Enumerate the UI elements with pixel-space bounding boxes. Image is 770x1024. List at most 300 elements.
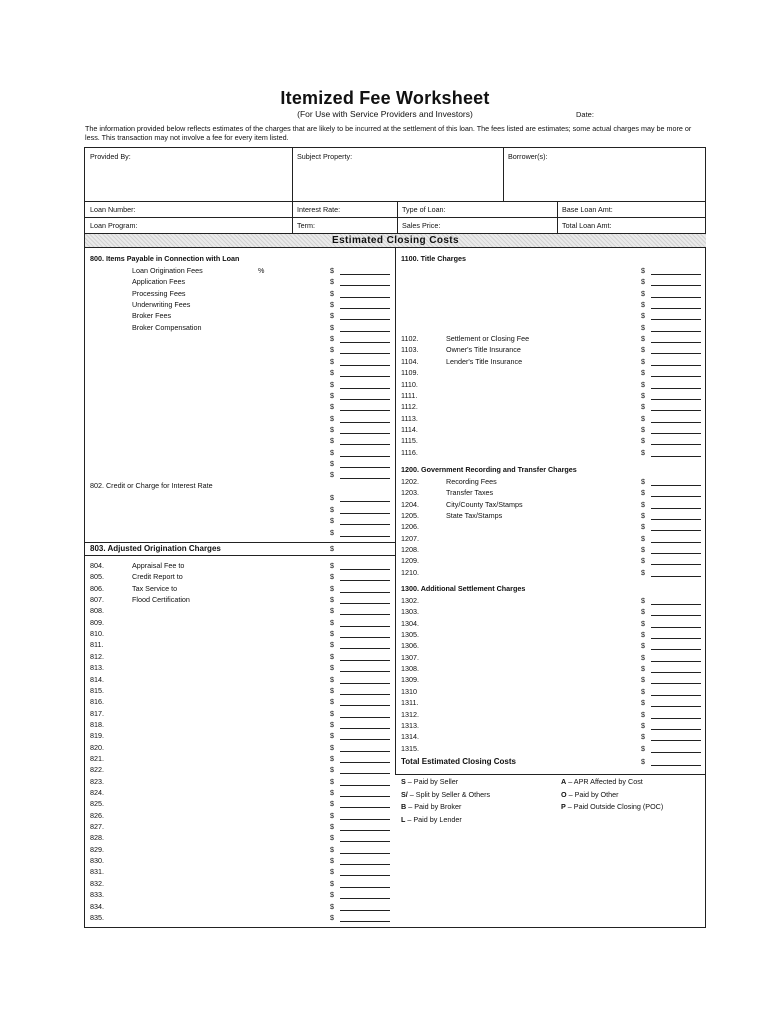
amount-field[interactable] <box>340 710 390 718</box>
dollar-sign: $ <box>330 890 334 900</box>
amount-field[interactable] <box>340 789 390 797</box>
dollar-sign: $ <box>330 719 334 729</box>
amount-field[interactable] <box>651 346 701 354</box>
borrowers-field[interactable]: Borrower(s): <box>508 152 548 161</box>
amount-field[interactable] <box>651 369 701 377</box>
dollar-sign: $ <box>641 413 645 423</box>
dollar-sign: $ <box>330 856 334 866</box>
dollar-sign: $ <box>330 447 334 457</box>
loan-program-field[interactable]: Loan Program: <box>90 221 138 230</box>
fee-number: 807. <box>90 595 104 605</box>
amount-field[interactable] <box>651 608 701 616</box>
dollar-sign: $ <box>641 436 645 446</box>
dollar-sign: $ <box>641 545 645 555</box>
dollar-sign: $ <box>330 583 334 593</box>
amount-field[interactable] <box>340 301 390 309</box>
dollar-sign: $ <box>330 493 334 502</box>
amount-field[interactable] <box>340 607 390 615</box>
amount-field[interactable] <box>340 562 390 570</box>
intro-text: The information provided below reflects estimates of the charges that are likely to be incurred at the settlement of this loan. The fees listed are estimates; some actual charges may be more or less. This transaction may not involve a fee for every item listed. <box>85 124 692 143</box>
amount-field[interactable] <box>340 721 390 729</box>
legend-code: L <box>401 815 406 825</box>
fee-number: 1302. <box>401 596 419 605</box>
dollar-sign: $ <box>330 572 334 582</box>
amount-field[interactable] <box>340 744 390 752</box>
fee-number: 1114. <box>401 424 418 434</box>
dollar-sign: $ <box>641 300 645 310</box>
dollar-sign: $ <box>641 596 645 605</box>
legend-item <box>401 802 461 811</box>
fee-number: 814. <box>90 674 104 684</box>
fee-label: Recording Fees <box>446 477 497 486</box>
fee-label: Application Fees <box>132 277 186 287</box>
legend-code: S/ <box>401 789 408 799</box>
dollar-sign: $ <box>641 477 645 486</box>
legend-item <box>561 802 663 811</box>
amount-field[interactable] <box>340 312 390 320</box>
page-title: Itemized Fee Worksheet <box>280 88 490 108</box>
fee-label: Broker Compensation <box>132 322 202 332</box>
amount-field[interactable] <box>340 346 390 354</box>
amount-field[interactable] <box>651 631 701 639</box>
dollar-sign: $ <box>641 511 645 521</box>
dollar-sign: $ <box>330 334 334 344</box>
amount-field[interactable] <box>340 494 390 502</box>
amount-field[interactable] <box>651 358 701 366</box>
interest-rate-field[interactable]: Interest Rate: <box>297 205 341 214</box>
dollar-sign: $ <box>330 776 334 786</box>
amount-field[interactable] <box>651 523 701 531</box>
fee-number: 822. <box>90 765 104 775</box>
dollar-sign: $ <box>330 606 334 616</box>
dollar-sign: $ <box>330 697 334 707</box>
banner-label: Estimated Closing Costs <box>332 235 459 246</box>
dollar-sign: $ <box>330 413 334 423</box>
total-loan-amt-field[interactable]: Total Loan Amt: <box>562 221 612 230</box>
amount-field[interactable] <box>651 569 701 577</box>
legend-item <box>401 815 462 824</box>
fee-number: 1206. <box>401 522 419 532</box>
dollar-sign: $ <box>330 266 334 275</box>
amount-field[interactable] <box>340 619 390 627</box>
amount-field[interactable] <box>340 335 390 343</box>
fee-label: Lender's Title Insurance <box>446 356 523 366</box>
amount-field[interactable] <box>340 698 390 706</box>
amount-field[interactable] <box>340 403 390 411</box>
amount-field[interactable] <box>340 755 390 763</box>
amount-field[interactable] <box>651 381 701 389</box>
dollar-sign: $ <box>641 266 645 275</box>
legend-item <box>401 790 490 799</box>
fee-number: 1204. <box>401 499 419 509</box>
dollar-sign: $ <box>330 833 334 843</box>
amount-field[interactable] <box>651 478 701 486</box>
amount-field[interactable] <box>340 358 390 366</box>
fee-number: 1116. <box>401 447 418 457</box>
dollar-sign: $ <box>330 595 334 605</box>
dollar-sign: $ <box>330 731 334 741</box>
amount-field[interactable] <box>651 688 701 696</box>
dollar-sign: $ <box>330 753 334 763</box>
amount-field[interactable] <box>651 699 701 707</box>
fee-number: 1203. <box>401 488 419 498</box>
amount-field[interactable] <box>340 392 390 400</box>
dollar-sign: $ <box>330 424 334 434</box>
dollar-sign: $ <box>641 664 645 674</box>
dollar-sign: $ <box>330 663 334 673</box>
amount-field[interactable] <box>340 664 390 672</box>
dollar-sign: $ <box>330 788 334 797</box>
dollar-sign: $ <box>330 288 334 298</box>
dollar-sign: $ <box>330 402 334 412</box>
credit-802-label: 802. Credit or Charge for Interest Rate <box>90 481 213 490</box>
amount-field[interactable] <box>340 426 390 434</box>
amount-field[interactable] <box>651 290 701 298</box>
dollar-sign: $ <box>641 356 645 366</box>
dollar-sign: $ <box>330 322 334 332</box>
dollar-sign: $ <box>330 822 334 832</box>
section-banner <box>85 233 706 248</box>
dollar-sign: $ <box>641 709 645 719</box>
fee-number: 1113. <box>401 413 418 423</box>
fee-number: 810. <box>90 629 104 639</box>
dollar-sign: $ <box>330 561 334 570</box>
fee-number: 1209. <box>401 556 419 566</box>
amount-field[interactable] <box>651 335 701 343</box>
fee-number: 1315. <box>401 743 419 753</box>
dollar-sign: $ <box>641 698 645 708</box>
amount-field[interactable] <box>651 733 701 741</box>
dollar-sign: $ <box>641 607 645 617</box>
amount-field[interactable] <box>651 278 701 286</box>
legend-item <box>561 790 619 799</box>
amount-field[interactable] <box>651 654 701 662</box>
dollar-sign: $ <box>330 356 334 366</box>
amount-field[interactable] <box>340 278 390 286</box>
dollar-sign: $ <box>641 743 645 753</box>
amount-field[interactable] <box>651 267 701 275</box>
dollar-sign: $ <box>330 368 334 378</box>
amount-field[interactable] <box>340 812 390 820</box>
dollar-sign: $ <box>330 311 334 321</box>
dollar-sign: $ <box>641 277 645 287</box>
dollar-sign: $ <box>330 878 334 888</box>
dollar-sign: $ <box>330 708 334 718</box>
dollar-sign: $ <box>641 618 645 628</box>
amount-field[interactable] <box>340 676 390 684</box>
dollar-sign: $ <box>641 447 645 457</box>
amount-field[interactable] <box>651 512 701 520</box>
fee-number: 1202. <box>401 477 419 486</box>
fee-number: 826. <box>90 810 104 820</box>
amount-field[interactable] <box>651 403 701 411</box>
amount-field[interactable] <box>340 369 390 377</box>
dollar-sign: $ <box>330 516 334 525</box>
amount-field[interactable] <box>651 722 701 730</box>
fee-number: 1205. <box>401 511 419 521</box>
fee-number: 804. <box>90 561 104 570</box>
amount-field[interactable] <box>340 437 390 445</box>
fee-label: Underwriting Fees <box>132 300 191 310</box>
amount-field[interactable] <box>651 620 701 628</box>
amount-field[interactable] <box>651 489 701 497</box>
dollar-sign: $ <box>641 311 645 321</box>
dollar-sign: $ <box>641 686 645 696</box>
amount-field[interactable] <box>340 630 390 638</box>
amount-field[interactable] <box>651 312 701 320</box>
amount-field[interactable] <box>651 324 701 332</box>
amount-field[interactable] <box>340 903 390 911</box>
amount-field[interactable] <box>651 745 701 753</box>
amount-field[interactable] <box>651 392 701 400</box>
fee-number: 1306. <box>401 641 419 651</box>
dollar-sign: $ <box>641 652 645 662</box>
dollar-sign: $ <box>330 901 334 911</box>
subject-property-field[interactable]: Subject Property: <box>297 152 353 161</box>
amount-field[interactable] <box>340 732 390 740</box>
amount-field[interactable] <box>340 529 390 537</box>
dollar-sign: $ <box>330 345 334 355</box>
amount-field[interactable] <box>340 415 390 423</box>
dollar-sign: $ <box>330 912 334 922</box>
page-subtitle: (For Use with Service Providers and Investors) <box>297 109 473 119</box>
legend-text: – Paid by Seller <box>405 777 459 786</box>
dollar-sign: $ <box>330 629 334 639</box>
dollar-sign: $ <box>330 390 334 400</box>
adjusted-803-label: 803. Adjusted Origination Charges <box>90 544 221 553</box>
fee-number: 1210. <box>401 567 419 577</box>
dollar-sign: $ <box>330 685 334 695</box>
fee-number: 808. <box>90 606 104 616</box>
fee-number: 820. <box>90 742 104 752</box>
amount-field[interactable] <box>340 471 390 479</box>
fee-number: 835. <box>90 912 104 922</box>
dollar-sign: $ <box>641 402 645 412</box>
amount-field[interactable] <box>651 501 701 509</box>
amount-field[interactable] <box>651 665 701 673</box>
fee-number: 813. <box>90 663 104 673</box>
fee-number: 1112. <box>401 402 418 412</box>
dollar-sign: $ <box>330 765 334 775</box>
dollar-sign: $ <box>330 617 334 627</box>
fee-label: Owner's Title Insurance <box>446 345 521 355</box>
amount-field[interactable] <box>340 267 390 275</box>
term-field[interactable]: Term: <box>297 221 315 230</box>
fee-number: 831. <box>90 867 104 877</box>
fee-number: 1207. <box>401 533 419 543</box>
fee-number: 818. <box>90 719 104 729</box>
loan-number-field[interactable]: Loan Number: <box>90 205 136 214</box>
fee-number: 819. <box>90 731 104 741</box>
amount-field[interactable] <box>340 653 390 661</box>
legend-code: B <box>401 802 407 812</box>
fee-number: 1314. <box>401 732 419 742</box>
dollar-sign: $ <box>330 436 334 446</box>
fee-label: Loan Origination Fees <box>132 266 203 275</box>
amount-field[interactable] <box>340 868 390 876</box>
amount-field[interactable] <box>651 711 701 719</box>
section-1200-heading: 1200. Government Recording and Transfer Charges <box>401 465 577 474</box>
fee-number: 832. <box>90 878 104 888</box>
amount-field[interactable] <box>340 846 390 854</box>
amount-field[interactable] <box>651 535 701 543</box>
fee-number: 1104. <box>401 356 419 366</box>
amount-field[interactable] <box>651 676 701 684</box>
amount-field[interactable] <box>340 573 390 581</box>
fee-number: 1111. <box>401 390 418 400</box>
legend-item <box>401 777 458 786</box>
amount-field[interactable] <box>340 800 390 808</box>
dollar-sign: $ <box>330 470 334 480</box>
amount-field[interactable] <box>651 642 701 650</box>
amount-field[interactable] <box>340 460 390 468</box>
amount-field[interactable] <box>651 301 701 309</box>
date-label: Date: <box>576 110 594 119</box>
fee-number: 811. <box>90 640 104 650</box>
dollar-sign: $ <box>641 641 645 651</box>
fee-number: 815. <box>90 685 104 695</box>
dollar-sign: $ <box>641 732 645 742</box>
dollar-sign: $ <box>641 522 645 532</box>
amount-field[interactable] <box>340 687 390 695</box>
dollar-sign: $ <box>641 334 645 344</box>
fee-number: 1303. <box>401 607 419 617</box>
legend-item <box>561 777 643 786</box>
amount-field[interactable] <box>340 834 390 842</box>
amount-field[interactable] <box>651 557 701 565</box>
amount-field[interactable] <box>340 641 390 649</box>
dollar-sign: $ <box>330 277 334 287</box>
fee-label: State Tax/Stamps <box>446 511 503 521</box>
amount-field[interactable] <box>340 596 390 604</box>
fee-number: 1102. <box>401 334 419 344</box>
dollar-sign: $ <box>641 345 645 355</box>
fee-number: 805. <box>90 572 104 582</box>
dollar-sign: $ <box>641 567 645 577</box>
fee-number: 833. <box>90 890 104 900</box>
sales-price-field[interactable]: Sales Price: <box>402 221 441 230</box>
fee-label: Flood Certification <box>132 595 190 605</box>
amount-field[interactable] <box>340 823 390 831</box>
fee-number: 823. <box>90 776 104 786</box>
amount-field[interactable] <box>651 758 701 766</box>
legend-code: S <box>401 777 406 786</box>
amount-field[interactable] <box>651 546 701 554</box>
fee-number: 1208. <box>401 545 419 555</box>
legend-text: – Paid Outside Closing (POC) <box>565 802 664 812</box>
section-800-heading: 800. Items Payable in Connection with Loan <box>90 254 240 263</box>
type-of-loan-field[interactable]: Type of Loan: <box>402 205 446 214</box>
fee-number: 824. <box>90 788 104 797</box>
fee-label: Tax Service to <box>132 583 178 593</box>
dollar-sign: $ <box>330 379 334 389</box>
dollar-sign: $ <box>330 300 334 310</box>
dollar-sign: $ <box>641 368 645 378</box>
fee-label: City/County Tax/Stamps <box>446 499 523 509</box>
amount-field[interactable] <box>340 381 390 389</box>
legend-text: – APR Affected by Cost <box>566 777 643 786</box>
dollar-sign: $ <box>641 424 645 434</box>
fee-number: 1103. <box>401 345 419 355</box>
fee-number: 1115. <box>401 436 418 446</box>
legend-code: O <box>561 789 567 799</box>
legend-text: – Paid by Lender <box>405 815 462 825</box>
amount-field[interactable] <box>340 891 390 899</box>
fee-label: Appraisal Fee to <box>132 561 185 570</box>
amount-field[interactable] <box>340 857 390 865</box>
amount-field[interactable] <box>651 426 701 434</box>
dollar-sign: $ <box>330 527 334 537</box>
dollar-sign: $ <box>330 742 334 752</box>
dollar-sign: $ <box>330 458 334 468</box>
dollar-sign: $ <box>330 640 334 650</box>
fee-number: 834. <box>90 901 104 911</box>
fee-number: 809. <box>90 617 104 627</box>
fee-number: 1311. <box>401 698 419 708</box>
amount-field[interactable] <box>651 415 701 423</box>
fee-number: 1312. <box>401 709 419 719</box>
legend-code: P <box>561 802 566 812</box>
legend-text: – Split by Seller & Others <box>407 789 491 799</box>
dollar-sign: $ <box>641 720 645 730</box>
percent-sign: % <box>258 266 265 275</box>
fee-number: 1309. <box>401 675 419 685</box>
provided-by-field[interactable]: Provided By: <box>90 152 131 161</box>
dollar-sign: $ <box>641 322 645 332</box>
amount-field[interactable] <box>340 449 390 457</box>
legend-text: – Paid by Broker <box>406 802 462 812</box>
fee-label: Settlement or Closing Fee <box>446 334 530 344</box>
dollar-sign: $ <box>330 544 334 553</box>
legend-code: A <box>561 777 567 786</box>
dollar-sign: $ <box>330 799 334 809</box>
fee-number: 812. <box>90 651 104 661</box>
fee-number: 1305. <box>401 630 419 640</box>
dollar-sign: $ <box>641 630 645 640</box>
amount-field[interactable] <box>651 449 701 457</box>
dollar-sign: $ <box>330 674 334 684</box>
dollar-sign: $ <box>330 504 334 514</box>
fee-number: 1307. <box>401 652 419 662</box>
amount-field[interactable] <box>651 597 701 605</box>
fee-number: 1310 <box>401 686 417 696</box>
total-closing-costs-label: Total Estimated Closing Costs <box>401 757 516 766</box>
amount-field[interactable] <box>340 766 390 774</box>
dollar-sign: $ <box>641 488 645 498</box>
base-loan-amt-field[interactable]: Base Loan Amt: <box>562 205 613 214</box>
dollar-sign: $ <box>641 288 645 298</box>
fee-label: Transfer Taxes <box>446 488 494 498</box>
dollar-sign: $ <box>641 499 645 509</box>
legend-text: – Paid by Other <box>566 789 619 799</box>
amount-field[interactable] <box>340 506 390 514</box>
amount-field[interactable] <box>340 778 390 786</box>
fee-number: 827. <box>90 822 104 832</box>
amount-field[interactable] <box>340 914 390 922</box>
dollar-sign: $ <box>330 651 334 661</box>
amount-field[interactable] <box>340 324 390 332</box>
fee-number: 830. <box>90 856 104 866</box>
fee-number: 821. <box>90 753 104 763</box>
fee-number: 817. <box>90 708 104 718</box>
fee-number: 816. <box>90 697 104 707</box>
amount-field[interactable] <box>651 437 701 445</box>
amount-field[interactable] <box>340 290 390 298</box>
dollar-sign: $ <box>330 844 334 854</box>
amount-field[interactable] <box>340 585 390 593</box>
amount-field[interactable] <box>340 517 390 525</box>
amount-field[interactable] <box>340 880 390 888</box>
